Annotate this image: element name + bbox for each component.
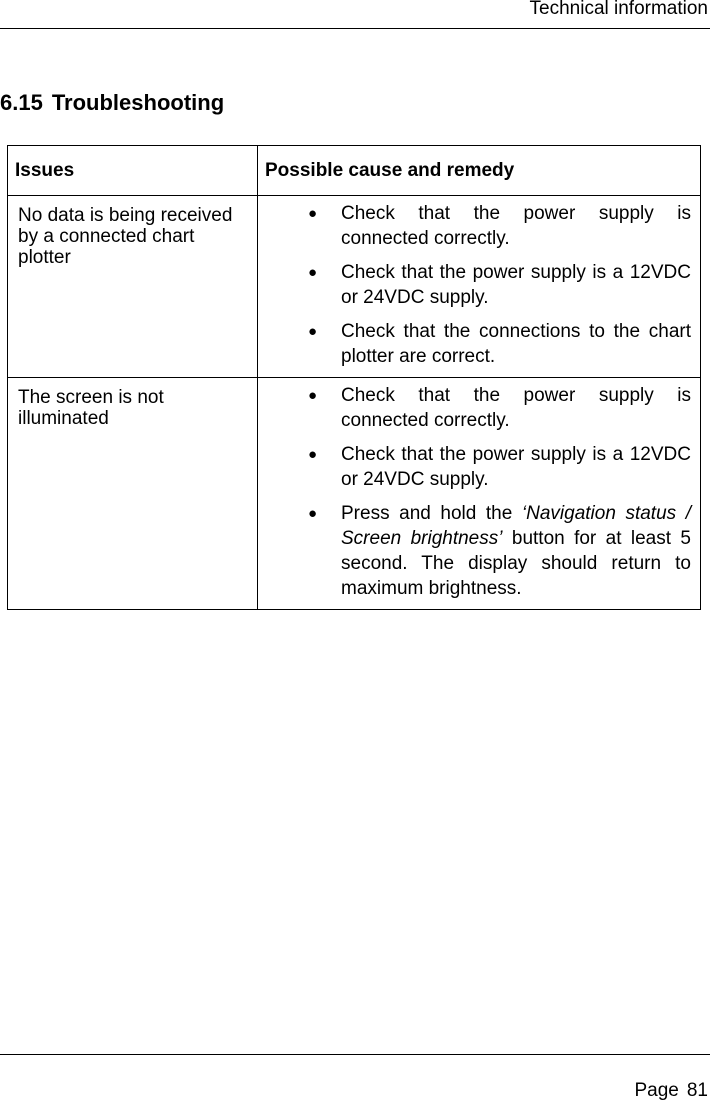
remedy-text: Check that the power supply is a 12VDC or 24VDC supply. <box>341 444 691 490</box>
table-row <box>8 378 701 610</box>
remedy-text-after: button for at least 5 second. The display should return to maximum brightness. <box>341 528 691 599</box>
remedy-text: Check that the power supply is connected correctly. <box>341 203 691 249</box>
bullet-icon: ● <box>308 264 318 281</box>
bullet-icon: ● <box>308 505 318 522</box>
remedy-item <box>280 260 691 310</box>
button-name-emphasis: ‘Navigation status / Screen brightness’ <box>341 503 691 549</box>
remedy-item <box>280 201 691 251</box>
remedy-cell <box>258 378 701 610</box>
page-number: 81 <box>686 1080 708 1101</box>
section-title: Troubleshooting <box>51 90 225 115</box>
remedy-item <box>280 319 691 369</box>
table-row <box>8 196 701 378</box>
remedy-text: Check that the power supply is a 12VDC or 24VDC supply. <box>341 262 691 308</box>
page-label: Page <box>634 1080 679 1101</box>
remedy-text: Check that the power supply is connected correctly. <box>341 385 691 431</box>
bullet-icon: ● <box>308 446 318 463</box>
table-header-row <box>8 146 701 196</box>
remedy-text-before: Press and hold the <box>341 503 522 524</box>
remedy-list <box>280 201 691 369</box>
bullet-icon: ● <box>308 387 318 404</box>
remedy-cell <box>258 196 701 378</box>
remedy-text: Check that the connections to the chart plotter are correct. <box>341 321 691 367</box>
issue-cell: No data is being received by a connected chart plotter <box>8 196 258 378</box>
remedy-item <box>280 442 691 492</box>
section-number: 6.15 <box>0 90 43 115</box>
column-header-remedy: Possible cause and remedy <box>258 146 701 196</box>
remedy-item <box>280 501 691 601</box>
page-footer <box>634 1079 708 1103</box>
footer-divider <box>0 1054 710 1055</box>
running-header: Technical information <box>529 0 708 19</box>
header-divider <box>0 28 710 29</box>
bullet-icon: ● <box>308 205 318 222</box>
remedy-list <box>280 383 691 601</box>
issue-cell: The screen is not illuminated <box>8 378 258 610</box>
bullet-icon: ● <box>308 323 318 340</box>
column-header-issues: Issues <box>8 146 258 196</box>
remedy-item <box>280 383 691 433</box>
section-heading <box>0 89 224 117</box>
troubleshooting-table <box>7 145 701 610</box>
